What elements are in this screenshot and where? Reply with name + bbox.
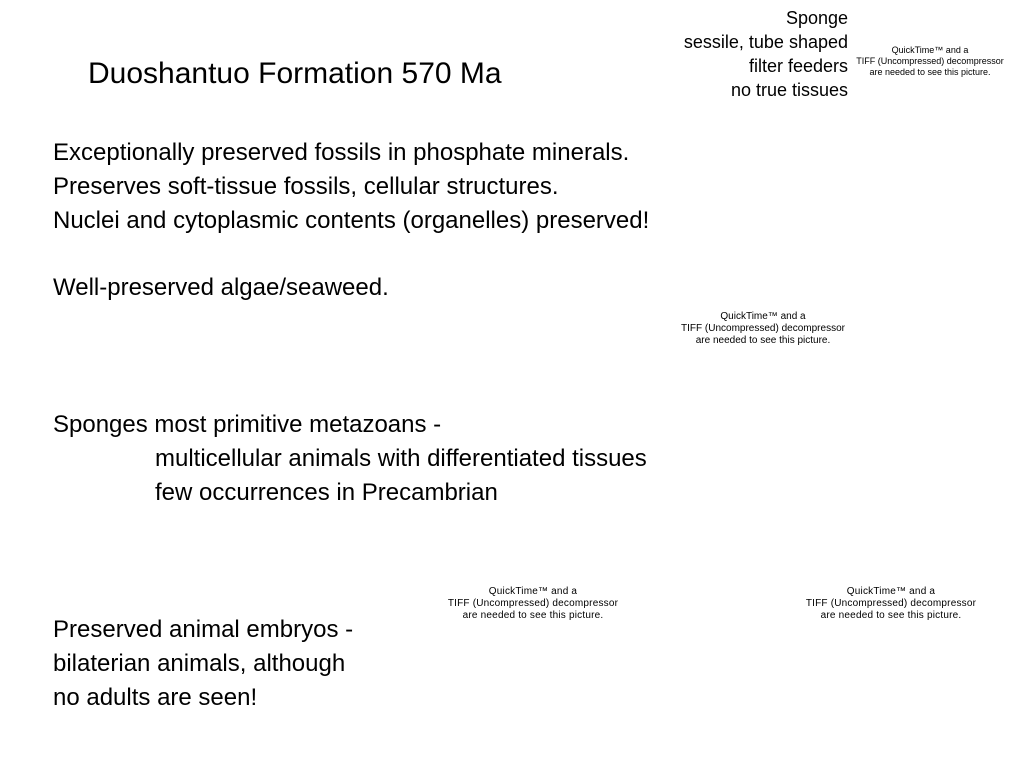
sponge-caption-line: filter feeders [748, 56, 848, 76]
image-placeholder-sponge [852, 45, 1008, 78]
placeholder-line: QuickTime™ and a [720, 311, 806, 322]
sponge-caption [684, 6, 848, 102]
placeholder-line: are needed to see this picture. [462, 610, 604, 621]
embryos-line: no adults are seen! [53, 684, 258, 711]
placeholder-line: QuickTime™ and a [891, 45, 969, 55]
placeholder-line: TIFF (Uncompressed) decompressor [447, 598, 619, 609]
sponges-item: few occurrences in Precambrian [155, 479, 498, 506]
placeholder-line: are needed to see this picture. [820, 610, 962, 621]
fossils-line: Preserves soft-tissue fossils, cellular structures. [53, 173, 559, 200]
embryos-paragraph [53, 613, 353, 715]
fossils-paragraph [53, 136, 649, 238]
sponge-caption-line: sessile, tube shaped [683, 32, 848, 52]
embryos-line: Preserved animal embryos - [53, 616, 354, 643]
placeholder-line: TIFF (Uncompressed) decompressor [856, 56, 1004, 66]
sponges-item: multicellular animals with differentiated tissues [155, 445, 647, 472]
placeholder-line: TIFF (Uncompressed) decompressor [805, 598, 977, 609]
sponge-caption-line: no true tissues [730, 80, 848, 100]
placeholder-line: QuickTime™ and a [846, 586, 936, 597]
placeholder-line: QuickTime™ and a [488, 586, 578, 597]
sponges-paragraph [53, 408, 647, 510]
image-placeholder-algae [668, 311, 858, 347]
placeholder-line: are needed to see this picture. [869, 67, 991, 77]
sponge-caption-line: Sponge [785, 8, 848, 28]
slide-title: Duoshantuo Formation 570 Ma [88, 57, 502, 90]
image-placeholder-embryo-1 [440, 586, 626, 622]
fossils-line: Nuclei and cytoplasmic contents (organelles) preserved! [53, 207, 650, 234]
embryos-line: bilaterian animals, although [53, 650, 346, 677]
sponges-heading: Sponges most primitive metazoans - [53, 411, 442, 438]
fossils-line: Exceptionally preserved fossils in phosphate minerals. [53, 139, 630, 166]
image-placeholder-embryo-2 [798, 586, 984, 622]
algae-line: Well-preserved algae/seaweed. [53, 274, 389, 301]
placeholder-line: are needed to see this picture. [695, 335, 831, 346]
algae-paragraph [53, 271, 389, 305]
placeholder-line: TIFF (Uncompressed) decompressor [681, 323, 845, 334]
